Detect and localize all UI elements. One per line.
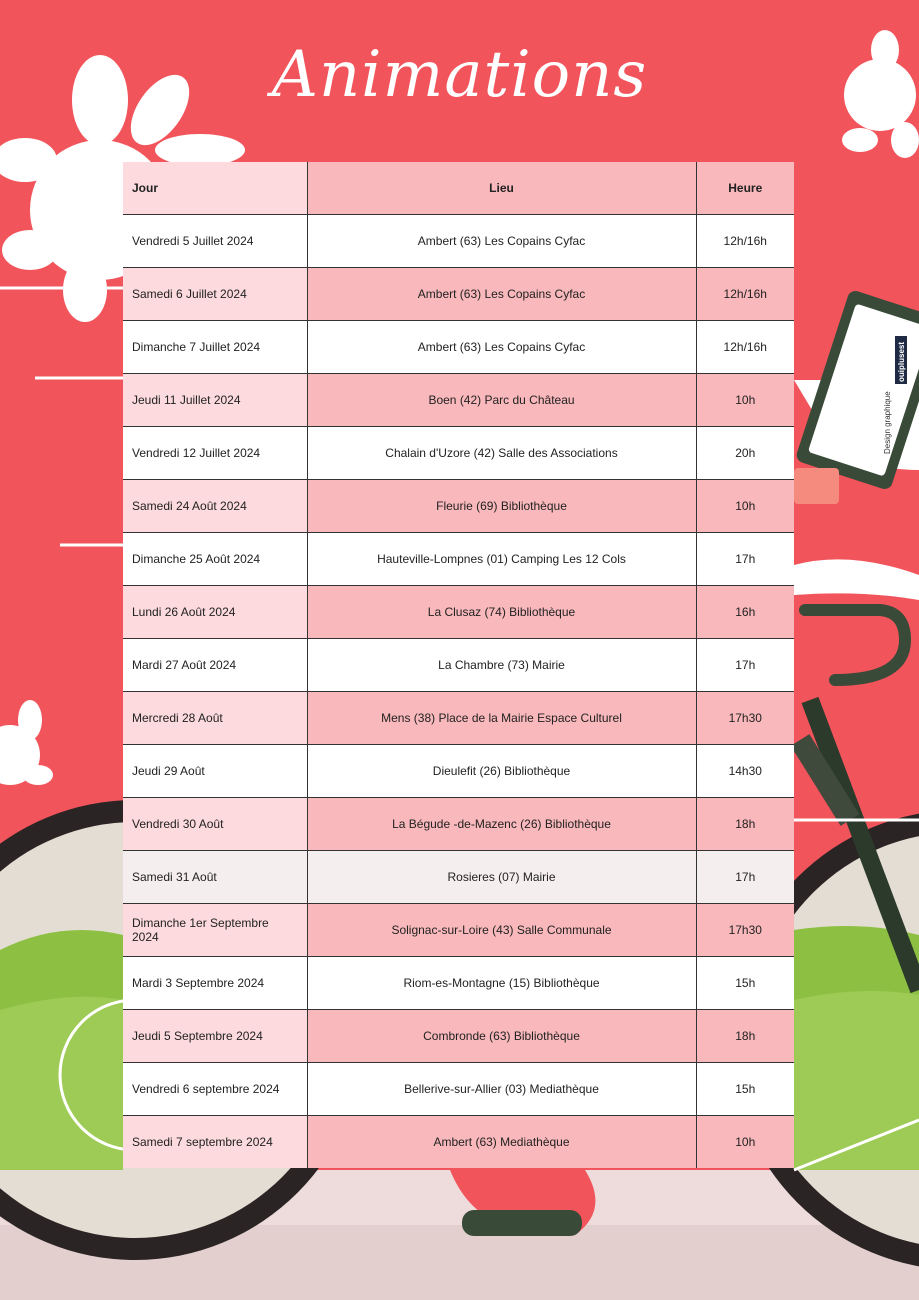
column-header-jour: Jour bbox=[123, 162, 307, 215]
cell-lieu: Riom-es-Montagne (15) Bibliothèque bbox=[307, 957, 696, 1010]
cell-heure: 10h bbox=[696, 374, 794, 427]
speed-lines-illustration bbox=[0, 288, 123, 545]
table-row bbox=[123, 268, 794, 321]
cell-jour: Jeudi 11 Juillet 2024 bbox=[123, 374, 307, 427]
cell-jour: Vendredi 6 septembre 2024 bbox=[123, 1063, 307, 1116]
cell-heure: 17h bbox=[696, 851, 794, 904]
cell-heure: 10h bbox=[696, 1116, 794, 1169]
table-row bbox=[123, 692, 794, 745]
table-row bbox=[123, 1010, 794, 1063]
table-row bbox=[123, 1116, 794, 1169]
design-credit-label: Design graphique bbox=[883, 391, 892, 454]
cell-lieu: Solignac-sur-Loire (43) Salle Communale bbox=[307, 904, 696, 957]
cell-lieu: Combronde (63) Bibliothèque bbox=[307, 1010, 696, 1063]
cell-heure: 12h/16h bbox=[696, 215, 794, 268]
table-row bbox=[123, 1063, 794, 1116]
cell-lieu: Dieulefit (26) Bibliothèque bbox=[307, 745, 696, 798]
cell-jour: Jeudi 29 Août bbox=[123, 745, 307, 798]
cell-jour: Vendredi 5 Juillet 2024 bbox=[123, 215, 307, 268]
table-row bbox=[123, 851, 794, 904]
cell-jour: Mardi 3 Septembre 2024 bbox=[123, 957, 307, 1010]
cell-lieu: Rosieres (07) Mairie bbox=[307, 851, 696, 904]
cell-heure: 20h bbox=[696, 427, 794, 480]
column-header-heure: Heure bbox=[696, 162, 794, 215]
cell-lieu: Fleurie (69) Bibliothèque bbox=[307, 480, 696, 533]
cell-lieu: Hauteville-Lompnes (01) Camping Les 12 Cols bbox=[307, 533, 696, 586]
cell-jour: Vendredi 30 Août bbox=[123, 798, 307, 851]
table-row bbox=[123, 639, 794, 692]
table-header-row bbox=[123, 162, 794, 215]
cell-heure: 17h bbox=[696, 533, 794, 586]
table-row bbox=[123, 533, 794, 586]
cell-heure: 14h30 bbox=[696, 745, 794, 798]
table-row bbox=[123, 480, 794, 533]
cell-jour: Dimanche 25 Août 2024 bbox=[123, 533, 307, 586]
cell-heure: 12h/16h bbox=[696, 321, 794, 374]
cell-heure: 15h bbox=[696, 957, 794, 1010]
cell-jour: Mardi 27 Août 2024 bbox=[123, 639, 307, 692]
cell-lieu: La Clusaz (74) Bibliothèque bbox=[307, 586, 696, 639]
table-row bbox=[123, 904, 794, 957]
cell-jour: Dimanche 7 Juillet 2024 bbox=[123, 321, 307, 374]
table-row bbox=[123, 374, 794, 427]
table-row bbox=[123, 586, 794, 639]
table-row bbox=[123, 798, 794, 851]
cell-lieu: Ambert (63) Les Copains Cyfac bbox=[307, 321, 696, 374]
cell-heure: 18h bbox=[696, 1010, 794, 1063]
cell-jour: Dimanche 1er Septembre 2024 bbox=[123, 904, 307, 957]
table-row bbox=[123, 745, 794, 798]
cell-jour: Samedi 7 septembre 2024 bbox=[123, 1116, 307, 1169]
cell-heure: 16h bbox=[696, 586, 794, 639]
design-credit-brand: ouiplusest bbox=[897, 341, 906, 382]
cell-jour: Vendredi 12 Juillet 2024 bbox=[123, 427, 307, 480]
cell-jour: Jeudi 5 Septembre 2024 bbox=[123, 1010, 307, 1063]
cell-heure: 17h bbox=[696, 639, 794, 692]
design-credit bbox=[880, 336, 908, 456]
cell-heure: 12h/16h bbox=[696, 268, 794, 321]
cell-lieu: Ambert (63) Mediathèque bbox=[307, 1116, 696, 1169]
schedule-table bbox=[123, 162, 794, 1168]
cell-jour: Mercredi 28 Août bbox=[123, 692, 307, 745]
cell-lieu: Ambert (63) Les Copains Cyfac bbox=[307, 268, 696, 321]
cell-jour: Samedi 6 Juillet 2024 bbox=[123, 268, 307, 321]
cell-lieu: Boen (42) Parc du Château bbox=[307, 374, 696, 427]
table-row bbox=[123, 427, 794, 480]
cell-lieu: Mens (38) Place de la Mairie Espace Culturel bbox=[307, 692, 696, 745]
table-row bbox=[123, 957, 794, 1010]
cell-heure: 17h30 bbox=[696, 692, 794, 745]
cell-lieu: La Bégude -de-Mazenc (26) Bibliothèque bbox=[307, 798, 696, 851]
cell-lieu: La Chambre (73) Mairie bbox=[307, 639, 696, 692]
table-row bbox=[123, 321, 794, 374]
cell-lieu: Ambert (63) Les Copains Cyfac bbox=[307, 215, 696, 268]
cell-jour: Samedi 24 Août 2024 bbox=[123, 480, 307, 533]
table-row bbox=[123, 215, 794, 268]
cell-heure: 15h bbox=[696, 1063, 794, 1116]
column-header-lieu: Lieu bbox=[307, 162, 696, 215]
cell-jour: Lundi 26 Août 2024 bbox=[123, 586, 307, 639]
cell-lieu: Bellerive-sur-Allier (03) Mediathèque bbox=[307, 1063, 696, 1116]
cell-lieu: Chalain d'Uzore (42) Salle des Associations bbox=[307, 427, 696, 480]
cell-jour: Samedi 31 Août bbox=[123, 851, 307, 904]
cell-heure: 18h bbox=[696, 798, 794, 851]
page-title: Animations bbox=[271, 38, 648, 112]
cell-heure: 17h30 bbox=[696, 904, 794, 957]
cell-heure: 10h bbox=[696, 480, 794, 533]
